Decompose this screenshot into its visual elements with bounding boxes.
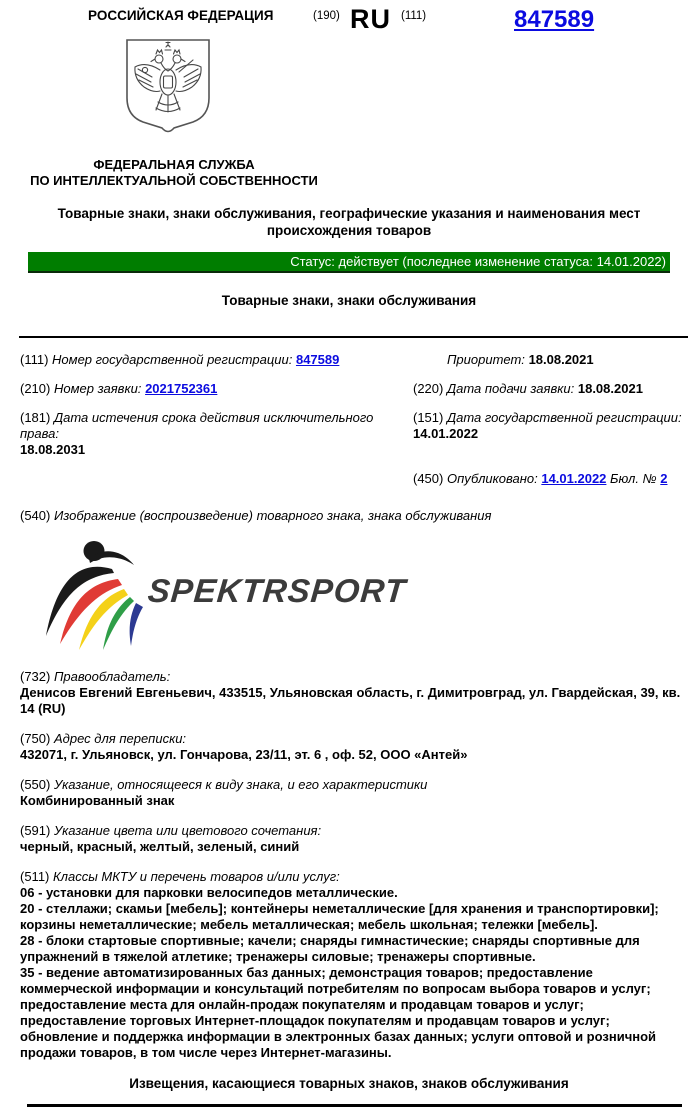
section-title: Товарные знаки, знаки обслуживания: [221, 293, 477, 308]
field-540: [20, 508, 690, 524]
notices-title: Извещения, касающиеся товарных знаков, знаков обслуживания: [129, 1076, 569, 1091]
registration-number-link-top[interactable]: 847589: [514, 6, 595, 33]
priority-value: 18.08.2021: [528, 352, 594, 367]
color-indication-value: черный, красный, желтый, зеленый, синий: [20, 839, 300, 854]
field-220-value: 18.08.2021: [577, 381, 643, 396]
field-220-code: (220): [413, 381, 444, 396]
divider-top: [19, 336, 688, 338]
agency-line-2: ПО ИНТЕЛЛЕКТУАЛЬНОЙ СОБСТВЕННОСТИ: [30, 173, 318, 188]
field-591: [20, 823, 686, 855]
field-220-label: Дата подачи заявки:: [446, 381, 575, 396]
field-750-head: [20, 731, 686, 747]
bulletin-number-link[interactable]: 2: [660, 471, 668, 486]
field-181-value: 18.08.2031: [20, 442, 86, 457]
field-750: [20, 731, 686, 763]
nice-class-28: 28 - блоки стартовые спортивные; качели; снаряды гимнастические; снаряды спортивные для упражнений в тяжелой атлетике; тренажеры силовые; тренажеры спортивные.: [20, 933, 640, 964]
field-210-code: (210): [20, 381, 51, 396]
field-550-head: [20, 777, 686, 793]
field-591-code: (591): [20, 823, 51, 838]
field-450: [413, 471, 690, 487]
nice-class-20: 20 - стеллажи; скамьи [мебель]; контейнеры неметаллические [для хранения и транспортировки]; корзины неметаллические; мебель металлическая; мебель школьная; тележки [мебель].: [20, 901, 659, 932]
application-number-link[interactable]: 2021752361: [145, 381, 218, 396]
field-550: [20, 777, 686, 809]
field-450-label: Опубликовано:: [446, 471, 538, 486]
field-111-code: (111): [20, 352, 49, 367]
document-header: [0, 0, 698, 196]
field-550-code: (550): [20, 777, 51, 792]
field-750-code: (750): [20, 731, 51, 746]
field-450-code: (450): [413, 471, 444, 486]
nice-class-06: 06 - установки для парковки велосипедов металлические.: [20, 885, 398, 900]
mark-kind-value: Комбинированный знак: [20, 793, 175, 808]
bulletin-label: Бюл. №: [610, 471, 657, 486]
registration-number-link[interactable]: 847589: [295, 352, 340, 367]
correspondence-address-value: 432071, г. Ульяновск, ул. Гончарова, 23/11, эт. 6 , оф. 52, ООО «Антей»: [20, 747, 468, 762]
field-151-code: (151): [413, 410, 444, 425]
field-210-label: Номер заявки:: [53, 381, 142, 396]
field-151-value: 14.01.2022: [413, 426, 479, 441]
field-151-label: Дата государственной регистрации:: [446, 410, 682, 425]
field-111: [20, 352, 413, 368]
field-111-label: Номер государственной регистрации:: [52, 352, 293, 367]
russian-coat-of-arms-icon: [122, 37, 214, 135]
trademark-image: [32, 538, 698, 652]
inid-code-190: (190): [313, 10, 340, 22]
field-511-head: [20, 869, 686, 885]
field-732: [20, 669, 686, 717]
field-591-label: Указание цвета или цветового сочетания:: [53, 823, 322, 838]
field-550-label: Указание, относящееся к виду знака, и его характеристики: [53, 777, 428, 792]
trademark-wordmark: SPEKTRSPORT: [146, 572, 408, 609]
status-banner: Статус: действует (последнее изменение статуса: 14.01.2022): [28, 252, 670, 273]
field-220: [413, 381, 690, 397]
page-title: Товарные знаки, знаки обслуживания, географические указания и наименования мест происхождения товаров: [57, 206, 641, 238]
publication-date-link[interactable]: 14.01.2022: [541, 471, 607, 486]
registration-fields: [20, 352, 690, 500]
inid-code-111-top: (111): [401, 10, 427, 22]
field-511-label: Классы МКТУ и перечень товаров и/или услуг:: [53, 869, 340, 884]
field-181: [20, 410, 413, 458]
spektrsport-runner-icon: [32, 538, 144, 650]
nice-class-35: 35 - ведение автоматизированных баз данных; демонстрация товаров; предоставление коммерческой информации и консультаций потребителям по вопросам выбора товаров и услуг; предоставление места для онлайн-продаж покупателям и продавцам товаров и услуг; предоставление торговых Интернет-площадок покупателям и продавцам товаров и услуг; обновление и поддержка информации в электронных базах данных; услуги оптовой и розничной продажи товаров, в том числе через Интернет-магазины.: [20, 965, 657, 1060]
rightholder-value: Денисов Евгений Евгеньевич, 433515, Ульяновская область, г. Димитровград, ул. Гвардейская, 39, кв. 14 (RU): [20, 685, 681, 716]
field-732-label: Правообладатель:: [53, 669, 171, 684]
field-540-label: Изображение (воспроизведение) товарного знака, знака обслуживания: [53, 508, 492, 523]
field-732-head: [20, 669, 686, 685]
field-181-code: (181): [20, 410, 51, 425]
agency-name: [8, 157, 340, 189]
field-151: [413, 410, 690, 458]
field-511-code: (511): [20, 869, 50, 884]
field-591-head: [20, 823, 686, 839]
priority-label: Приоритет:: [447, 352, 525, 367]
field-540-code: (540): [20, 508, 51, 523]
field-750-label: Адрес для переписки:: [53, 731, 187, 746]
field-spacer: [20, 471, 413, 487]
country-code: RU: [350, 4, 391, 34]
agency-line-1: ФЕДЕРАЛЬНАЯ СЛУЖБА: [93, 157, 255, 172]
field-210: [20, 381, 413, 397]
field-181-label: Дата истечения срока действия исключительного права:: [20, 410, 374, 441]
field-511: [20, 869, 686, 1061]
field-732-code: (732): [20, 669, 51, 684]
field-priority: [413, 352, 690, 368]
country-title: РОССИЙСКАЯ ФЕДЕРАЦИЯ: [88, 8, 274, 23]
